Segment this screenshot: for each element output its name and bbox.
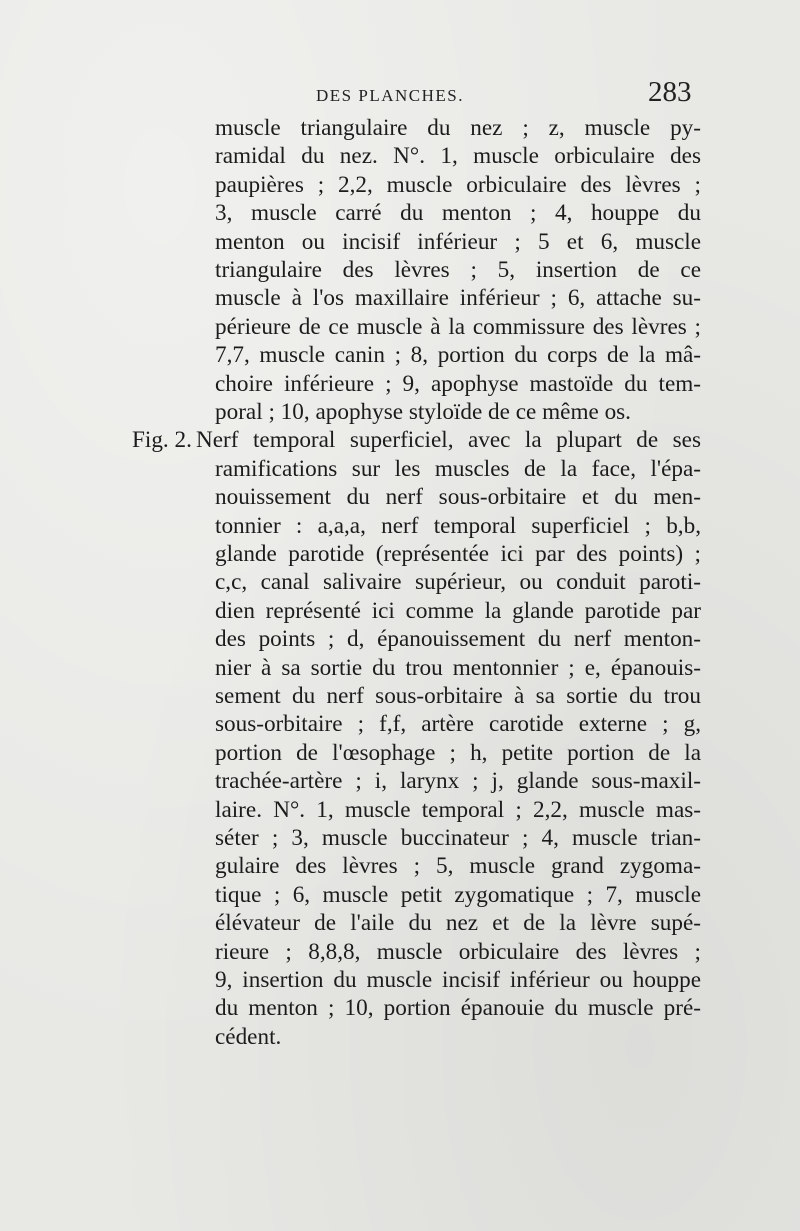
text-line: poral ; 10, apophyse styloïde de ce même os. [215,399,631,425]
text-line: trachée-artère ; i, larynx ; j, glande sous-maxil- [215,768,701,795]
text-line: sement du nerf sous-orbitaire à sa sortie du trou [215,683,701,709]
text-line: choire inférieure ; 9, apophyse mastoïde du tem- [215,370,701,397]
text-line: ramidal du nez. N°. 1, muscle orbiculaire des [215,143,701,170]
text-line: Nerf temporal superficiel, avec la plupart de ses [196,427,701,454]
text-line: rieure ; 8,8,8, muscle orbiculaire des lèvres ; [215,938,701,965]
text-line: sous-orbitaire ; f,f, artère carotide externe ; g, [215,711,701,738]
text-line: paupières ; 2,2, muscle orbiculaire des lèvres ; [215,171,701,198]
text-line: portion de l'œsophage ; h, petite portion de la [215,739,701,766]
text-line: ramifications sur les muscles de la face, l'épa- [215,455,701,482]
text-line: 7,7, muscle canin ; 8, portion du corps de la mâ- [215,342,701,369]
text-line: nouissement du nerf sous-orbitaire et du men- [215,484,701,511]
text-line: cédent. [215,1023,282,1050]
text-line: glande parotide (représentée ici par des points) ; [215,541,701,567]
text-line: des points ; d, épanouissement du nerf menton- [215,626,701,653]
running-head: DES PLANCHES. [316,86,464,105]
text-line: nier à sa sortie du trou mentonnier ; e, épanouis- [215,654,701,681]
text-line: 3, muscle carré du menton ; 4, houppe du [215,200,701,227]
text-line: élévateur de l'aile du nez et de la lèvre supé- [215,910,701,937]
text-line: muscle triangulaire du nez ; z, muscle py- [215,115,701,141]
text-line: c,c, canal salivaire supérieur, ou conduit paroti- [215,569,701,596]
text-line: menton ou incisif inférieur ; 5 et 6, muscle [215,228,701,255]
text-line: triangulaire des lèvres ; 5, insertion de ce [215,257,701,283]
text-line: tique ; 6, muscle petit zygomatique ; 7, muscle [215,881,701,908]
text-line: périeure de ce muscle à la commissure des lèvres ; [215,313,701,340]
page-number: 283 [648,76,692,108]
text-line: gulaire des lèvres ; 5, muscle grand zygoma- [215,853,701,880]
text-line: laire. N°. 1, muscle temporal ; 2,2, muscle mas- [215,796,701,823]
figure-label: Fig. 2. [132,427,192,454]
text-line: 9, insertion du muscle incisif inférieur ou houppe [215,967,701,993]
text-line: muscle à l'os maxillaire inférieur ; 6, attache su- [215,285,701,312]
text-line: tonnier : a,a,a, nerf temporal superficiel ; b,b, [215,512,701,539]
text-line: du menton ; 10, portion épanouie du muscle pré- [215,995,701,1022]
text-line: dien représenté ici comme la glande parotide par [215,597,701,624]
text-line: séter ; 3, muscle buccinateur ; 4, muscle trian- [215,825,701,851]
